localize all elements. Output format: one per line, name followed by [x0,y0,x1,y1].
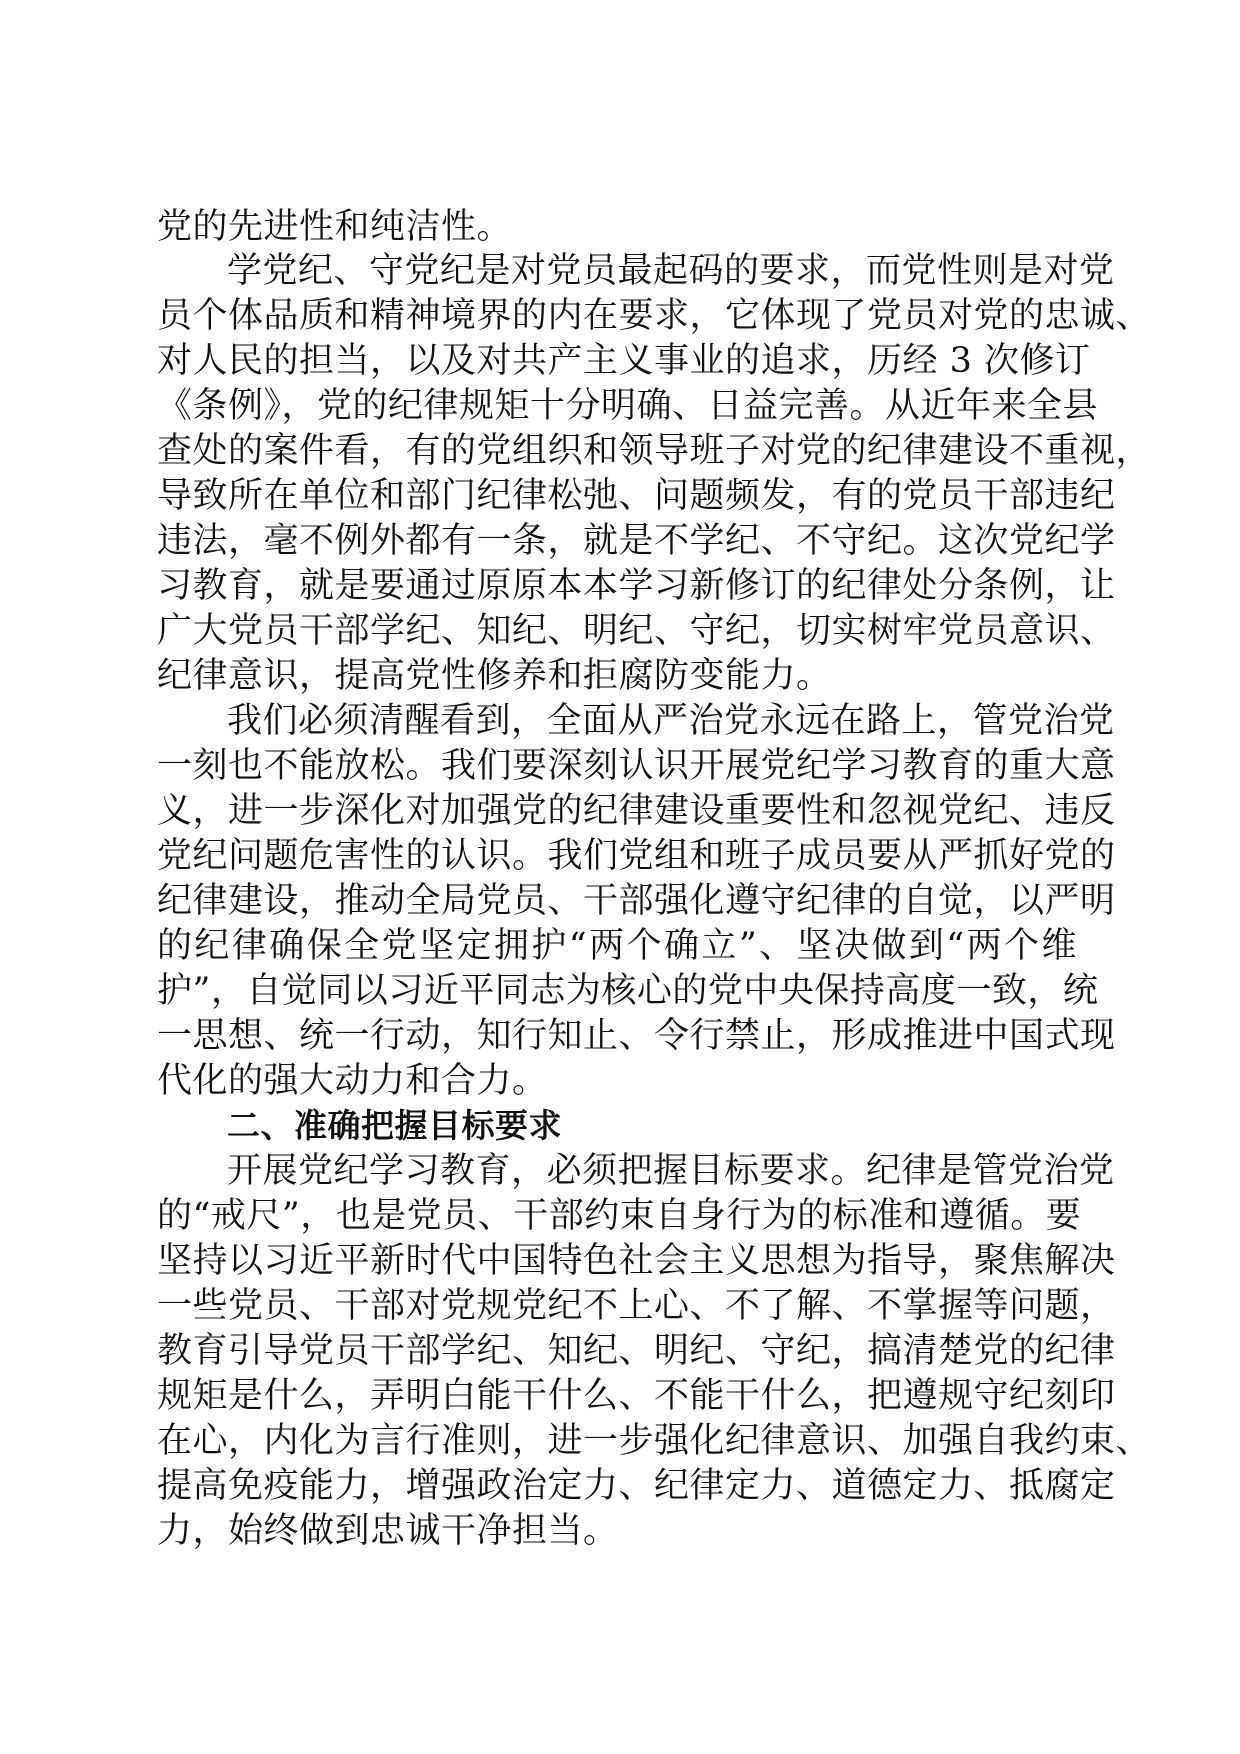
text-line: 导致所在单位和部门纪律松弛、问题频发，有的党员干部违纪 [157,476,1116,516]
text-line: 规矩是什么，弄明白能干什么、不能干什么，把遵规守纪刻印 [157,1376,1116,1416]
text-line: 的“戒尺”，也是党员、干部约束自身行为的标准和遵循。要 [157,1196,1082,1236]
text-line: 教育引导党员干部学纪、知纪、明纪、守纪，搞清楚党的纪律 [157,1331,1116,1371]
text-line: 查处的案件看，有的党组织和领导班子对党的纪律建设不重视， [157,431,1152,471]
text-line: 坚持以习近平新时代中国特色社会主义思想为指导，聚焦解决 [157,1241,1116,1281]
text-line: 习教育，就是要通过原原本本学习新修订的纪律处分条例，让 [157,566,1116,606]
text-line: 提高免疫能力，增强政治定力、纪律定力、道德定力、抵腐定 [157,1466,1116,1506]
text-line: 在心，内化为言行准则，进一步强化纪律意识、加强自我约束、 [157,1421,1152,1461]
text-line: 违法，毫不例外都有一条，就是不学纪、不守纪。这次党纪学 [157,521,1116,561]
text-line: 护”，自觉同以习近平同志为核心的党中央保持高度一致，统 [157,971,1099,1011]
text-line: 员个体品质和精神境界的内在要求，它体现了党员对党的忠诚、 [157,296,1152,336]
text-line: 一些党员、干部对党规党纪不上心、不了解、不掌握等问题， [157,1286,1116,1326]
text-line: 《条例》，党的纪律规矩十分明确、日益完善。从近年来全县 [157,386,1099,426]
text-line: 党的先进性和纯洁性。 [157,207,513,247]
text-line: 纪律意识，提高党性修养和拒腐防变能力。 [157,656,832,696]
text-line: 义，进一步深化对加强党的纪律建设重要性和忽视党纪、违反 [157,791,1116,831]
text-line: 一刻也不能放松。我们要深刻认识开展党纪学习教育的重大意 [157,746,1116,786]
text-line: 代化的强大动力和合力。 [157,1061,548,1101]
text-line: 的纪律确保全党坚定拥护“两个确立”、坚决做到“两个维 [157,926,1077,966]
text-line: 一思想、统一行动，知行知止、令行禁止，形成推进中国式现 [157,1016,1116,1056]
section-heading: 二、准确把握目标要求 [227,1106,562,1145]
paragraph-first-line: 学党纪、守党纪是对党员最起码的要求，而党性则是对党 [227,251,1115,291]
text-line: 广大党员干部学纪、知纪、明纪、守纪，切实树牢党员意识、 [157,611,1116,651]
text-line: 力，始终做到忠诚干净担当。 [157,1511,619,1551]
paragraph-first-line: 我们必须清醒看到，全面从严治党永远在路上，管党治党 [227,701,1115,741]
paragraph-first-line: 开展党纪学习教育，必须把握目标要求。纪律是管党治党 [227,1151,1115,1191]
text-line: 党纪问题危害性的认识。我们党组和班子成员要从严抓好党的 [157,836,1116,876]
text-line: 纪律建设，推动全局党员、干部强化遵守纪律的自觉，以严明 [157,881,1116,921]
text-line: 对人民的担当，以及对共产主义事业的追求，历经 3 次修订 [157,341,1091,381]
